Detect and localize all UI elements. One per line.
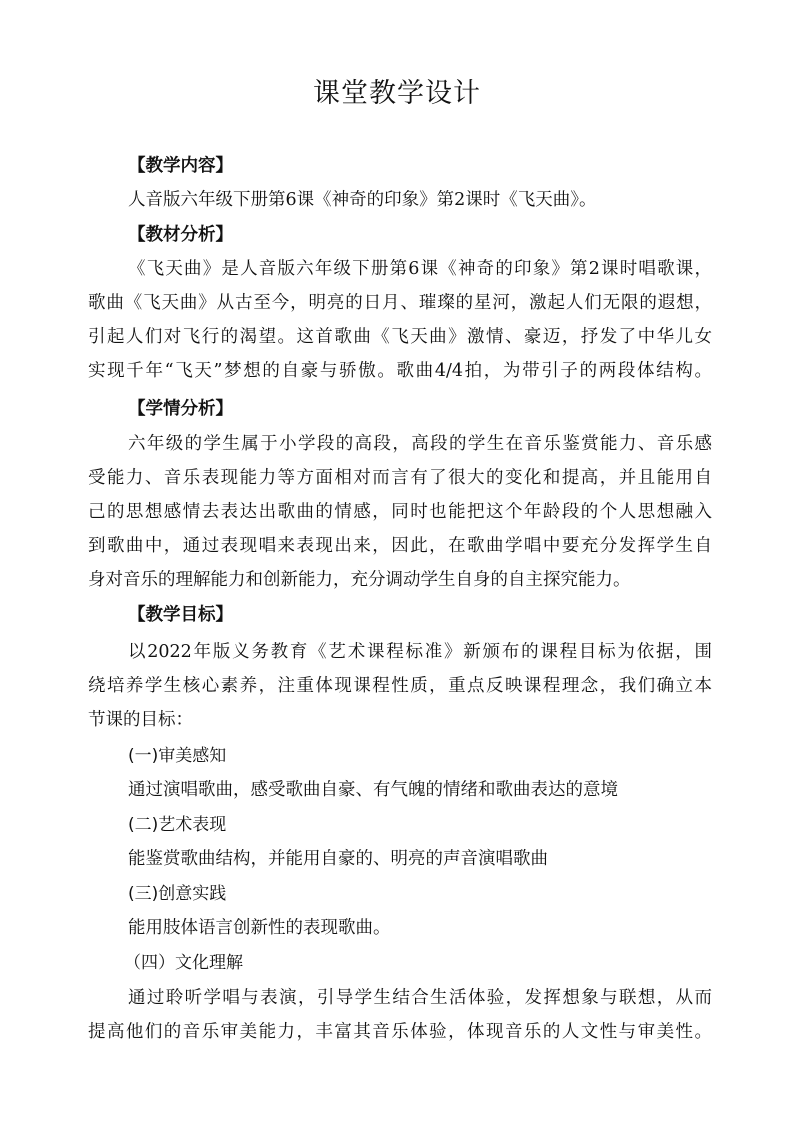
goal-label-culture: （四）文化理解 bbox=[124, 953, 243, 973]
paragraph-line: 到歌曲中，通过表现唱来表现出来，因此，在歌曲学唱中要充分发挥学生自 bbox=[88, 536, 712, 556]
paragraph-line: 六年级的学生属于小学段的高段，高段的学生在音乐鉴赏能力、音乐感 bbox=[128, 434, 712, 454]
section-heading-goals: 【教学目标】 bbox=[128, 605, 233, 625]
paragraph-line: 节课的目标： bbox=[88, 710, 193, 730]
paragraph-line: 人音版六年级下册第6课《神奇的印象》第2课时《飞天曲》。 bbox=[128, 190, 597, 210]
paragraph-line: 实现千年“飞天”梦想的自豪与骄傲。歌曲4/4拍，为带引子的两段体结构。 bbox=[88, 361, 712, 381]
section-heading-students: 【学情分析】 bbox=[128, 399, 233, 419]
goal-text-expression: 能鉴赏歌曲结构，并能用自豪的、明亮的声音演唱歌曲 bbox=[128, 849, 548, 869]
goal-text-culture: 通过聆听学唱与表演，引导学生结合生活体验，发挥想象与联想，从而 bbox=[128, 988, 712, 1008]
goal-label-expression: (二)艺术表现 bbox=[128, 815, 227, 835]
page-title: 课堂教学设计 bbox=[313, 78, 481, 109]
paragraph-line: 受能力、音乐表现能力等方面相对而言有了很大的变化和提高，并且能用自 bbox=[88, 468, 712, 488]
goal-label-aesthetic: (一)审美感知 bbox=[128, 746, 227, 766]
paragraph-line: 己的思想感情去表达出歌曲的情感，同时也能把这个年龄段的个人思想融入 bbox=[88, 502, 712, 522]
paragraph-line: 绕培养学生核心素养，注重体现课程性质，重点反映课程理念，我们确立本 bbox=[88, 676, 712, 696]
section-heading-material: 【教材分析】 bbox=[128, 225, 233, 245]
goal-text-creative: 能用肢体语言创新性的表现歌曲。 bbox=[128, 918, 391, 938]
paragraph-line: 提高他们的音乐审美能力，丰富其音乐体验，体现音乐的人文性与审美性。 bbox=[88, 1022, 712, 1042]
goal-text-aesthetic: 通过演唱歌曲，感受歌曲自豪、有气魄的情绪和歌曲表达的意境 bbox=[128, 780, 618, 800]
paragraph-line: 《飞天曲》是人音版六年级下册第6课《神奇的印象》第2课时唱歌课， bbox=[128, 259, 712, 279]
paragraph-line: 身对音乐的理解能力和创新能力，充分调动学生自身的自主探究能力。 bbox=[88, 570, 631, 590]
paragraph-line: 引起人们对飞行的渴望。这首歌曲《飞天曲》激情、豪迈，抒发了中华儿女 bbox=[88, 327, 712, 347]
goal-label-creative: (三)创意实践 bbox=[128, 884, 227, 904]
paragraph-line: 歌曲《飞天曲》从古至今，明亮的日月、璀璨的星河，激起人们无限的遐想， bbox=[88, 293, 712, 313]
paragraph-line: 以2022年版义务教育《艺术课程标准》新颁布的课程目标为依据，围 bbox=[128, 642, 712, 662]
section-heading-content: 【教学内容】 bbox=[128, 156, 233, 176]
